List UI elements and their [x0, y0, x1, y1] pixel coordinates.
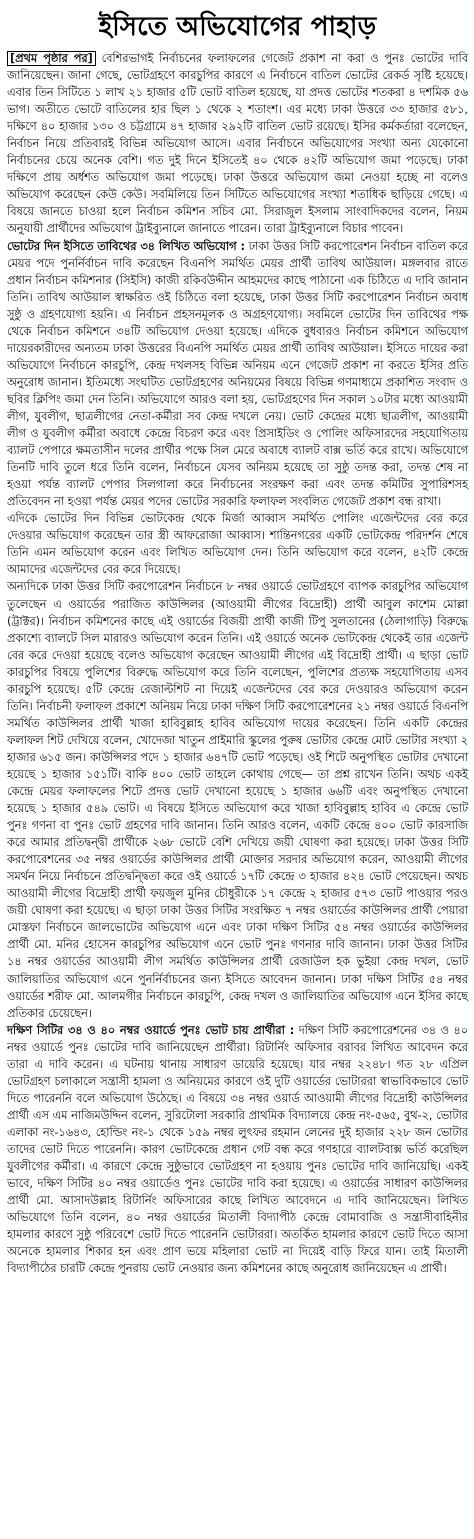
article-paragraph-3: [7, 510, 468, 578]
article-paragraph-2: [7, 238, 468, 511]
paragraph-3-text: এদিকে ভোটের দিন বিভিন্ন ভোটকেন্দ্র থেকে মির্জা আব্বাস সমর্থিত পোলিং এজেন্টদের বের করে দেওয়ার অভিযোগ করেছেন তার স্ত্রী আফরোজা আব্বাস। শান্তিনগরের একটি ভোটকেন্দ্র পরিদর্শন শেষে তিনি এমন অভিযোগ করেন এবং লিখিত অভিযোগ দেন। তিনি অভিযোগ করে বলেন, ৪২টি কেন্দ্রে আমাদের এজেন্টদের বের করে দিয়েছে।: [7, 512, 468, 577]
continuation-label-text: প্রথম পৃষ্ঠার পর: [15, 52, 88, 65]
subheading-tabith-complaints: ভোটের দিন ইসিতে তাবিথের ৩৪ লিখিত অভিযোগ :: [7, 239, 245, 253]
article-paragraph-5: [7, 1022, 468, 1278]
paragraph-2-text: ঢাকা উত্তর সিটি করপোরেশন নির্বাচন বাতিল করে মেয়র পদে পুনর্নির্বাচন দাবি করেছেন বিএনপি সমর্থিত মেয়র প্রার্থী তাবিথ আউয়াল। মঙ্গলবার রাতে প্রধান নির্বাচন কমিশনার (সিইসি) কাজী রকিবউদ্দীন আহমদের কাছে পাঠানো এক চিঠিতে এ দাবি জানান তিনি। তাবিথ আউয়াল স্বাক্ষরিত ওই চিঠিতে বলা হয়েছে, ঢাকা উত্তর সিটি করপোরেশন নির্বাচন অবাধ সুষ্ঠু ও গ্রহণযোগ্য হয়নি। এ নির্বাচন প্রহসনমূলক ও অগ্রহণযোগ্য। সবমিলে ভোটের দিন তাবিথের পক্ষ থেকে নির্বাচন কমিশনে ৩৪টি অভিযোগ দেওয়া হয়েছে। এদিকে বুধবারও নির্বাচন কমিশনে অভিযোগ দায়েরকারীদের অন্যতম ঢাকা উত্তরের বিএনপি সমর্থিত মেয়র প্রার্থী তাবিথ আউয়াল। ইসিতে দায়ের করা অভিযোগে নির্বাচনে কারচুপি, কেন্দ্র দখলসহ বিভিন্ন অনিয়ম এনে গেজেট প্রকাশ না করতে ইসির প্রতি অনুরোধ জানান। ইতিমধ্যে সংঘটিত ভোটগ্রহণের অনিয়মের বিষয়ে বিভিন্ন গণমাধ্যমে প্রকাশিত সংবাদ ও ছবির ক্লিপিং জমা দেন তিনি। অভিযোগে আরও বলা হয়, ভোটগ্রহণের দিন সকাল ১০টার মধ্যে আওয়ামী লীগ, যুবলীগ, ছাত্রলীগের নেতা-কর্মীরা সব কেন্দ্র দখলে নেয়। ভোট কেন্দ্রের মধ্যে ছাত্রলীগ, আওয়ামী লীগ ও যুবলীগ কর্মীরা অবাধে কেন্দ্রে বিচরণ করে এবং প্রিসাইডিং ও পোলিং অফিসারদের সহযোগিতায় ব্যালট পেপারে ক্ষমতাসীন দলের প্রার্থীর পক্ষে সিল মেরে অবাধে ব্যালট বাক্স ভর্তি করে রাখে। অভিযোগে তিনটি দাবি তুলে ধরে তিনি বলেন, নির্বাচনে যেসব অনিয়ম হয়েছে তা সুষ্ঠু তদন্ত করা, তদন্ত শেষ না হওয়া পর্যন্ত ব্যালট পেপার সিলগালা করে নির্বাচনের সংরক্ষণ করা এবং তদন্ত কমিটির সুপারিশসহ প্রতিবেদন না হওয়া পর্যন্ত মেয়র পদের ভোটের সরকারি ফলাফল সংবলিত গেজেট প্রকাশ বন্ধ রাখা।: [7, 239, 468, 509]
continuation-label: [প্রথম পৃষ্ঠার পর]: [7, 51, 96, 66]
paragraph-1-text: বেশিরভাগই নির্বাচনের ফলাফলের গেজেট প্রকাশ না করা ও পুনঃ ভোটের দাবি জানিয়েছেন। জানা গেছে, ভোটগ্রহণে কারচুপির কারণে এ নির্বাচনে বাতিল ভোটের রেকর্ড সৃষ্টি হয়েছে। এবার তিন সিটিতে ১ লাখ ২১ হাজার ৫টি ভোট বাতিল হয়েছে, যা প্রদত্ত ভোটের শতকরা ৪ দশমিক ৫৬ ভাগ। অতীতে ভোটে বাতিলের হার ছিল ১ থেকে ২ শতাংশ। এর মধ্যে ঢাকা উত্তরে ৩৩ হাজার ৫৮১, দক্ষিণে ৪০ হাজার ১৩০ ও চট্টগ্রামে ৪৭ হাজার ২৯২টি বাতিল ভোট রয়েছে। ইসির কর্মকর্তারা বলেছেন, নির্বাচন নিয়ে প্রতিবারই বিভিন্ন অভিযোগ আসে। এবার নির্বাচনে অভিযোগের সংখ্যা অন্য যেকোনো নির্বাচনের চেয়ে অনেক বেশি। গত দুই দিনে ইসিতেই ৪০ থেকে ৪২টি অভিযোগ জমা পড়েছে। ঢাকা দক্ষিণে প্রায় অর্ধশত অভিযোগ জমা পড়েছে। ঢাকা উত্তরে অভিযোগ জমা নেওয়া হচ্ছে না বলেও অভিযোগ করেছেন কেউ কেউ। সবমিলিয়ে তিন সিটিতে অভিযোগের সংখ্যা শতাধিক ছাড়িয়ে গেছে। এ বিষয়ে জানতে চাওয়া হলে নির্বাচন কমিশন সচিব মো. সিরাজুল ইসলাম সাংবাদিকদের বলেন, নিয়ম অনুযায়ী প্রার্থীদের অভিযোগ ট্রাইব্যুনালে জানাতে পারেন। তারা ট্রাইব্যুনালে বিচার পাবেন।: [7, 52, 468, 236]
subheading-south-city-revote: দক্ষিণ সিটির ৩৪ ও ৪০ নম্বর ওয়ার্ডে পুনঃ ভোট চায় প্রার্থীরা :: [7, 1023, 295, 1037]
article-body: [7, 50, 468, 1277]
article-paragraph-4: [7, 578, 468, 1021]
paragraph-4-text: অন্যদিকে ঢাকা উত্তর সিটি করপোরেশন নির্বাচনে ৮ নম্বর ওয়ার্ডে ভোটগ্রহণে ব্যাপক কারচুপির অভিযোগ তুলেছেন এ ওয়ার্ডের পরাজিত কাউন্সিলর (আওয়ামী লীগের বিদ্রোহী) প্রার্থী আবুল কাশেম মোল্লা (ট্রাক্টর)। নির্বাচন কমিশনের কাছে এই ওয়ার্ডের বিজয়ী প্রার্থী কাজী টিপু সুলতানের (ঠেলাগাড়ি) বিরুদ্ধে প্রকাশ্যে ব্যালটে সিল মারারও অভিযোগ করেন তিনি। এই ওয়ার্ডে অনেক ভোটকেন্দ্র থেকেই তার এজেন্ট বের করে দেওয়া হয়েছে বলেও অভিযোগ করেছেন আওয়ামী লীগের এই বিদ্রোহী প্রার্থী। এ ছাড়া ভোট কারচুপির বিষয়ে পুলিশের বিরুদ্ধে অভিযোগ করে তিনি বলেছেন, পুলিশের প্রত্যক্ষ সহযোগিতায় এসব কারচুপি হয়েছে। ৫টি কেন্দ্রে রেজাল্টশিট না দিয়েই এজেন্টদের বের করে দেওয়ারও অভিযোগ করেন তিনি। নির্বাচনী ফলাফল প্রকাশে অনিয়ম নিয়ে ঢাকা দক্ষিণ সিটি করপোরেশনের ২১ নম্বর ওয়ার্ডে বিএনপি সমর্থিত কাউন্সিলর প্রার্থী খাজা হাবিবুল্লাহ হাবিব অভিযোগ দায়ের করেছেন। তিনি একটি কেন্দ্রের ফলাফল শিট দেখিয়ে বলেন, খোদেজা খাতুন প্রাইমারি স্কুলের পুরুষ ভোটার কেন্দ্রে মোট ভোটার সংখ্যা ২ হাজার ৬১৫ জন। কাউন্সিলর পদে ১ হাজার ৬৪৭টি ভোট পড়েছে। ওই শিটে অনুপস্থিত ভোটার দেখানো হয়েছে ১ হাজার ১৫১টি। বাকি ৪০০ ভোট তাহলে কোথায় গেছে— তা প্রশ্ন রাখেন তিনি। অথচ একই কেন্দ্রে মেয়র ফলাফলের শিটে প্রদত্ত ভোট দেখানো হয়েছে ১ হাজার ৬৬টি এবং অনুপস্থিত দেখানো হয়েছে ১ হাজার ৫৪৯ ভোট। এ বিষয়ে ইসিতে অভিযোগ করে খাজা হাবিবুল্লাহ হাবিব এ কেন্দ্রে ভোট পুনঃ গণনা বা পুনঃ ভোট গ্রহণের দাবি জানান। তিনি আরও বলেন, একটি কেন্দ্রে ৪০০ ভোট কারসাজি করে আমার প্রতিদ্বন্দ্বী প্রার্থীকে ২৬৮ ভোটে বেশি দেখিয়ে জয়ী ঘোষণা করা হয়েছে। ঢাকা উত্তর সিটি করপোরেশনের ৩৫ নম্বর ওয়ার্ডের কাউন্সিলর প্রার্থী মোক্তার সরদার অভিযোগ করেন, আওয়ামী লীগের সমর্থন নিয়ে নির্বাচনে প্রতিদ্বন্দ্বিতা করে ওই ওয়ার্ডে ১৭টি কেন্দ্রে ৩ হাজার ৪২৪ ভোট পেয়েছেন। অথচ আওয়ামী লীগের বিদ্রোহী প্রার্থী ফয়জুল মুনির চৌধুরীকে ১৭ কেন্দ্রে ২ হাজার ৫৭৩ ভোট পাওয়ার পরও জয়ী ঘোষণা করা হয়েছে। এ ছাড়া ঢাকা উত্তর সিটির সংরক্ষিত ৭ নম্বর ওয়ার্ডের কাউন্সিলর প্রার্থী পেয়ারা মোস্তফা নির্বাচনে জালভোটের অভিযোগ এনে এবং ঢাকা দক্ষিণ সিটির ৫৪ নম্বর ওয়ার্ডের কাউন্সিলর প্রার্থী মো. মনির হোসেন কারচুপির অভিযোগ এনে ভোট পুনঃ গণনার দাবি জানান। ঢাকা উত্তর সিটির ১৪ নম্বর ওয়ার্ডের আওয়ামী লীগ সমর্থিত কাউন্সিলর প্রার্থী রেজাউল হক ভুইয়া কেন্দ্র দখল, ভোট জালিয়াতির অভিযোগ এনে পুনর্নির্বাচনের জন্য ইসিতে আবেদন জানান। ঢাকা দক্ষিণ সিটির ৫৪ নম্বর ওয়ার্ডের শরীফ মো. আলমগীর নির্বাচনে কারচুপি, কেন্দ্র দখল ও জালিয়াতির অভিযোগ এনে ইসির কাছে প্রতিকার চেয়েছেন।: [7, 580, 468, 1020]
headline: ইসিতে অভিযোগের পাহাড়: [98, 12, 377, 42]
paragraph-5-text: দক্ষিণ সিটি করপোরেশনের ৩৪ ও ৪০ নম্বর ওয়ার্ডে পুনঃ ভোটের দাবি জানিয়েছেন প্রার্থীরা। রিটার্নিং অফিসার বরাবর লিখিত আবেদন করে তারা এ দাবি করেন। এ ঘটনায় থানায় সাধারণ ডায়েরি হয়েছে। যার নম্বর ২২৪৮। গত ২৮ এপ্রিল ভোটগ্রহণ চলাকালে সন্ত্রাসী হামলা ও অনিয়মের কারণে ওই দুটি ওয়ার্ডের ভোটাররা স্বাভাবিকভাবে ভোট দিতে পারেননি বলে অভিযোগ উঠেছে। এ বিষয়ে ৩৪ নম্বর ওয়ার্ড আওয়ামী লীগের বিদ্রোহী কাউন্সিলর প্রার্থী এস এম নাজিমউদ্দিন বলেন, সুরিটোলা সরকারি প্রাথমিক বিদ্যালয়ে কেন্দ্র নং-৫৬৫, বুথ-২, ভোটার এলাকা নং-১৬৪৩, হোল্ডিং নং-১ থেকে ১৫৯ নম্বর লুৎফর রহমান লেনের দুই হাজার ২২৮ জন ভোটার তাদের ভোট দিতে পারেননি। কারণ ভোটকেন্দ্রে প্রধান গেট বন্ধ করে গণহারে ব্যালটবাক্স ভর্তি করেছিল যুবলীগের কর্মীরা। এ কারণে কেন্দ্রে সুষ্ঠুভাবে ভোটগ্রহণ না হওয়ায় পুনঃ ভোটের দাবি জানিয়েছি। একই ভাবে, দক্ষিণ সিটির ৪০ নম্বর ওয়ার্ডেও পুনঃ ভোটের দাবি করা হয়েছে। এ ওয়ার্ডের সাধারণ কাউন্সিলর প্রার্থী মো. আসাদউল্লাহ রিটার্নিং অফিসারের কাছে লিখিত আবেদনে এ দাবি জানিয়েছেন। লিখিত অভিযোগে তিনি বলেন, ৪০ নম্বর ওয়ার্ডের মিতালী বিদ্যাপীঠ কেন্দ্রে বোমাবাজি ও সন্ত্রাসীবাহিনীর হামলার কারণে সুষ্ঠু পরিবেশে ভোট দিতে পারেননি ভোটাররা। অতর্কিত হামলার কারণে ভোট দিতে আসা অনেকে হামলার শিকার হন এবং প্রাণ ভয়ে মহিলারা ভোট না দিয়েই বাড়ি ফিরে যান। তাই মিতালী বিদ্যাপীঠের চারটি কেন্দ্রে পুনরায় ভোট নেওয়ার জন্য কমিশনের কাছে অনুরোধ জানিয়েছেন এ প্রার্থী।: [7, 1023, 468, 1276]
article-paragraph-1: [7, 50, 468, 238]
